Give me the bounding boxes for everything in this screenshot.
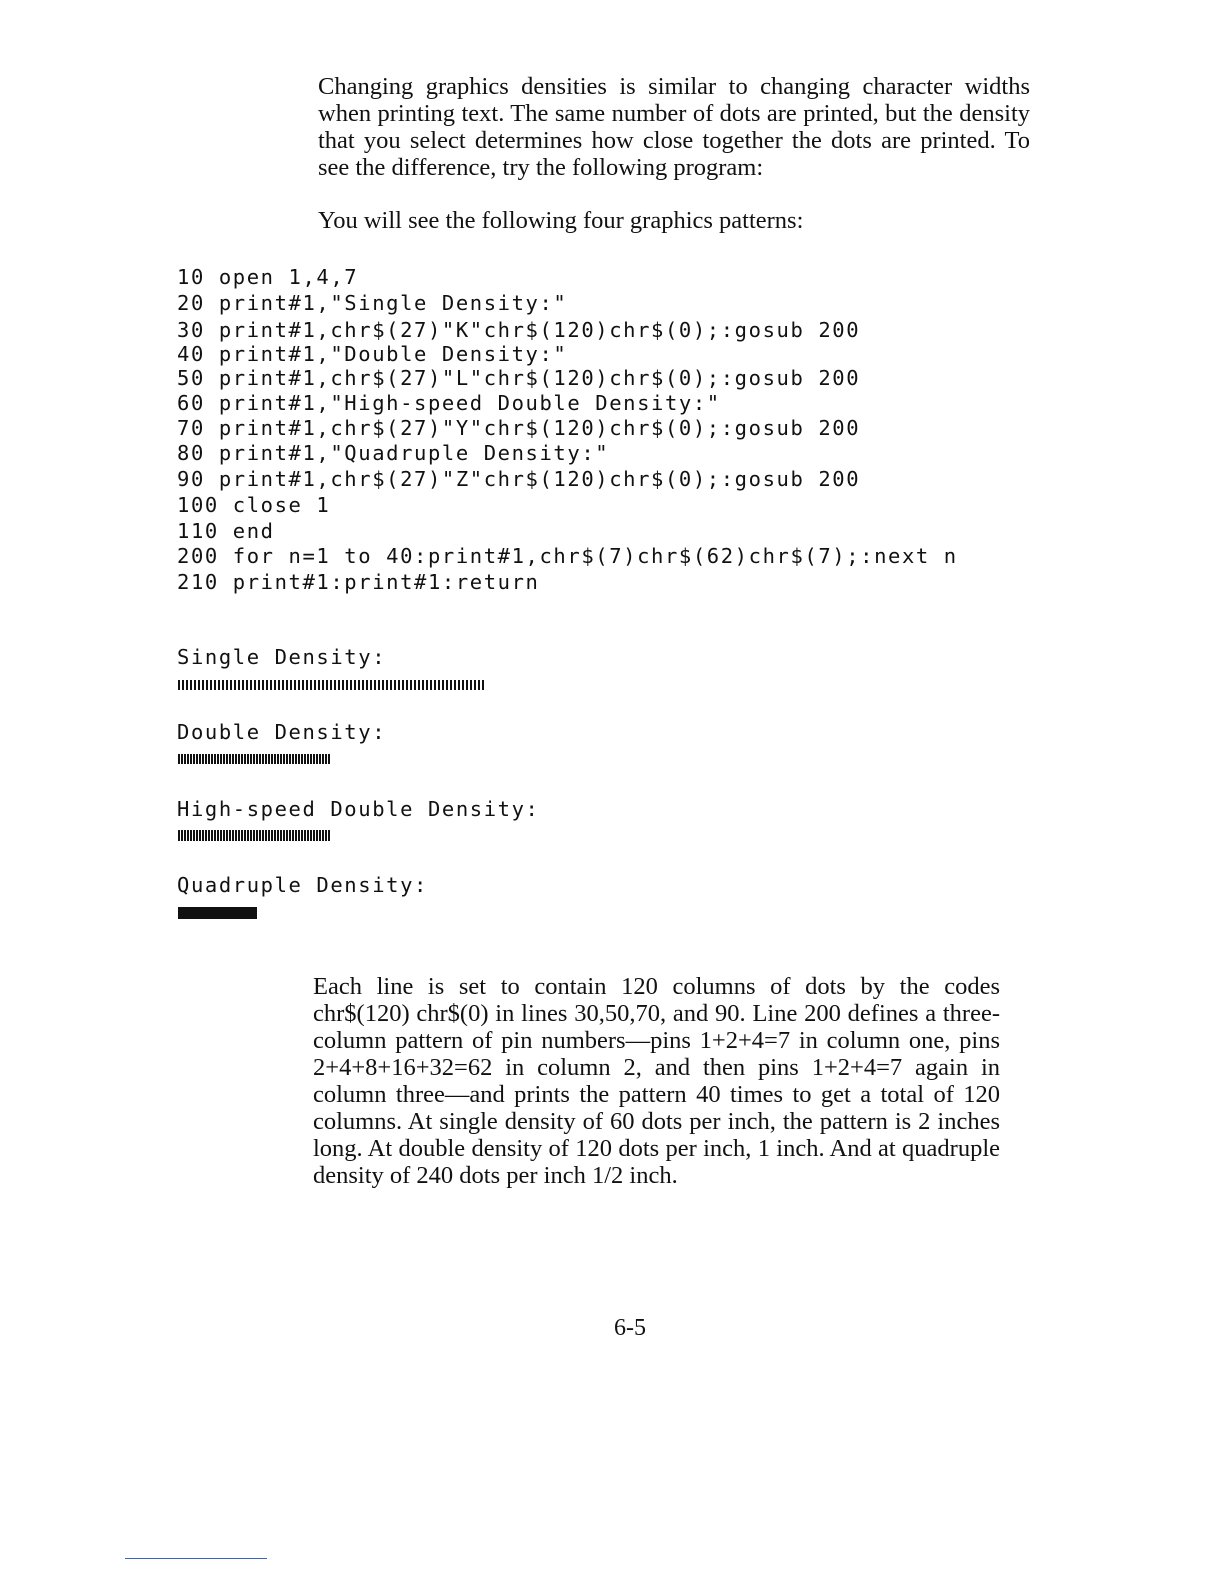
density-label: High-speed Double Density: — [177, 797, 540, 821]
density-label: Single Density: — [177, 645, 387, 669]
program-line: 200 for n=1 to 40:print#1,chr$(7)chr$(62)chr$(7);:next n — [177, 544, 958, 568]
program-line: 210 print#1:print#1:return — [177, 570, 540, 594]
footer-rule — [125, 1558, 267, 1559]
page-number: 6-5 — [614, 1315, 646, 1341]
quadruple-density-pattern — [178, 907, 257, 919]
program-line: 60 print#1,"High-speed Double Density:" — [177, 391, 721, 415]
explanation-paragraph: Each line is set to contain 120 columns of dots by the codes chr$(120) chr$(0) in lines 30,50,70, and 90. Line 200 defines a three-column pattern of pin numbers—pins 1+2+4=7 in column one, pins 2+4+8+16+32=62 in column 2, and then pins 1+2+4=7 again in column three—and prints the pattern 40 times to get a total of 120 columns. At single density of 60 dots per inch, the pattern is 2 inches long. At double density of 120 dots per inch, 1 inch. And at quadruple density of 240 dots per inch 1/2 inch. — [313, 973, 1000, 1189]
program-line: 20 print#1,"Single Density:" — [177, 291, 568, 315]
density-label: Quadruple Density: — [177, 873, 428, 897]
high-speed-double-density-pattern — [178, 830, 331, 841]
program-line: 70 print#1,chr$(27)"Y"chr$(120)chr$(0);:gosub 200 — [177, 416, 861, 440]
program-line: 110 end — [177, 519, 275, 543]
program-line: 30 print#1,chr$(27)"K"chr$(120)chr$(0);:gosub 200 — [177, 318, 861, 342]
lead-paragraph: You will see the following four graphics patterns: — [318, 207, 804, 234]
single-density-pattern — [178, 680, 486, 690]
program-line: 80 print#1,"Quadruple Density:" — [177, 441, 610, 465]
program-line: 100 close 1 — [177, 493, 331, 517]
program-line: 10 open 1,4,7 — [177, 265, 359, 289]
program-line: 50 print#1,chr$(27)"L"chr$(120)chr$(0);:gosub 200 — [177, 366, 861, 390]
double-density-pattern — [178, 754, 331, 764]
program-line: 40 print#1,"Double Density:" — [177, 342, 568, 366]
intro-paragraph: Changing graphics densities is similar to changing character widths when printing text. The same number of dots are printed, but the density that you select determines how close together the dots are printed. To see the difference, try the following program: — [318, 73, 1030, 181]
program-line: 90 print#1,chr$(27)"Z"chr$(120)chr$(0);:gosub 200 — [177, 467, 861, 491]
density-label: Double Density: — [177, 720, 387, 744]
